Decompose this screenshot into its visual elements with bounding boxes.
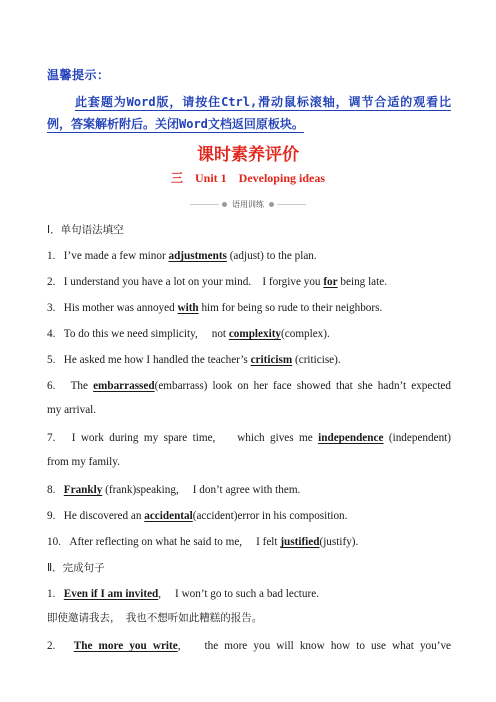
exercise-item — [47, 328, 451, 341]
item-text: (adjust) to the plan. — [226, 250, 317, 262]
item-text: being late. — [337, 276, 388, 288]
item-text: (criticise). — [292, 354, 341, 366]
item-text: The — [70, 380, 94, 392]
section-divider — [190, 198, 306, 210]
divider-dot-icon — [222, 202, 227, 207]
divider-line-right — [277, 204, 306, 205]
item-translation: 即使邀请我去， 我也不想听如此糟糕的报告。 — [47, 612, 263, 624]
item-text: (independent) — [383, 432, 451, 444]
section-label: 语用训练 — [232, 199, 264, 209]
tip-body — [47, 91, 451, 135]
exercise-item — [47, 354, 451, 367]
exercise-item — [47, 536, 451, 549]
item-number: 10. — [47, 536, 61, 548]
item-text: I work during my spare time, which gives me — [71, 432, 319, 444]
item-number: 1. — [47, 250, 56, 262]
item-number: 8. — [47, 484, 56, 496]
item-number: 3. — [47, 302, 56, 314]
item-text: His mother was annoyed — [63, 302, 178, 314]
item-answer: accidental — [144, 510, 193, 522]
item-answer: Even if I am invited — [63, 588, 159, 600]
item-answer: adjustments — [168, 250, 227, 262]
item-answer: criticism — [250, 354, 293, 366]
item-text: He asked me how I handled the teacher’s — [63, 354, 251, 366]
item-text: (embarrass) look on her face showed that she hadn’t expected — [154, 380, 451, 392]
item-text: I’ve made a few minor — [63, 250, 169, 262]
exercise-item — [47, 302, 451, 315]
divider-line-left — [190, 204, 219, 205]
item-number: 4. — [47, 328, 56, 340]
exercise-item — [47, 380, 451, 393]
item-text: After reflecting on what he said to me, I felt — [69, 536, 281, 548]
exercise-item — [47, 432, 451, 445]
exercise-item — [47, 484, 451, 497]
exercise-item — [47, 276, 451, 289]
item-answer: complexity — [228, 328, 282, 340]
tip-body-text: 此套题为Word版，请按住Ctrl,滑动鼠标滚轴，调节合适的观看比例，答案解析附后。关闭Word文档返回原板块。 — [47, 95, 451, 131]
item-number: 6. — [47, 380, 56, 392]
item-text: He discovered an — [63, 510, 145, 522]
unit-subtitle: 三 Unit 1 Developing ideas — [170, 171, 325, 185]
item-number: 7. — [47, 432, 56, 444]
item-continuation: from my family. — [47, 456, 120, 468]
part2-heading: Ⅱ．完成句子 — [47, 562, 105, 574]
item-text: , the more you will know how to use what you’ve — [177, 640, 452, 652]
exercise-item — [47, 250, 451, 263]
item-number: 2. — [47, 640, 56, 652]
item-text: (complex). — [281, 328, 330, 340]
item-text: To do this we need simplicity, not — [63, 328, 229, 340]
page-title: 课时素养评价 — [197, 145, 299, 165]
item-number: 5. — [47, 354, 56, 366]
item-text: (frank)speaking, I don’t agree with them. — [102, 484, 301, 496]
item-number: 1. — [47, 588, 56, 600]
item-number: 9. — [47, 510, 56, 522]
exercise-item — [47, 640, 451, 653]
tip-title: 温馨提示： — [47, 68, 110, 82]
item-answer: justified — [280, 536, 320, 548]
item-answer: independence — [318, 432, 384, 444]
item-continuation: my arrival. — [47, 404, 97, 416]
item-answer: embarrassed — [93, 380, 155, 392]
item-text: (justify). — [319, 536, 359, 548]
exercise-item — [47, 588, 451, 601]
exercise-item — [47, 510, 451, 523]
item-answer: Frankly — [63, 484, 103, 496]
item-text: (accident)error in his composition. — [192, 510, 348, 522]
item-answer: with — [177, 302, 199, 314]
item-text: , I won’t go to such a bad lecture. — [158, 588, 319, 600]
item-number: 2. — [47, 276, 56, 288]
item-text: him for being so rude to their neighbors. — [198, 302, 383, 314]
item-answer: The more you write — [73, 640, 178, 652]
part1-heading: Ⅰ．单句语法填空 — [47, 224, 124, 236]
divider-dot-icon — [269, 202, 274, 207]
item-answer: for — [323, 276, 338, 288]
item-text: I understand you have a lot on your mind. I forgive you — [63, 276, 324, 288]
